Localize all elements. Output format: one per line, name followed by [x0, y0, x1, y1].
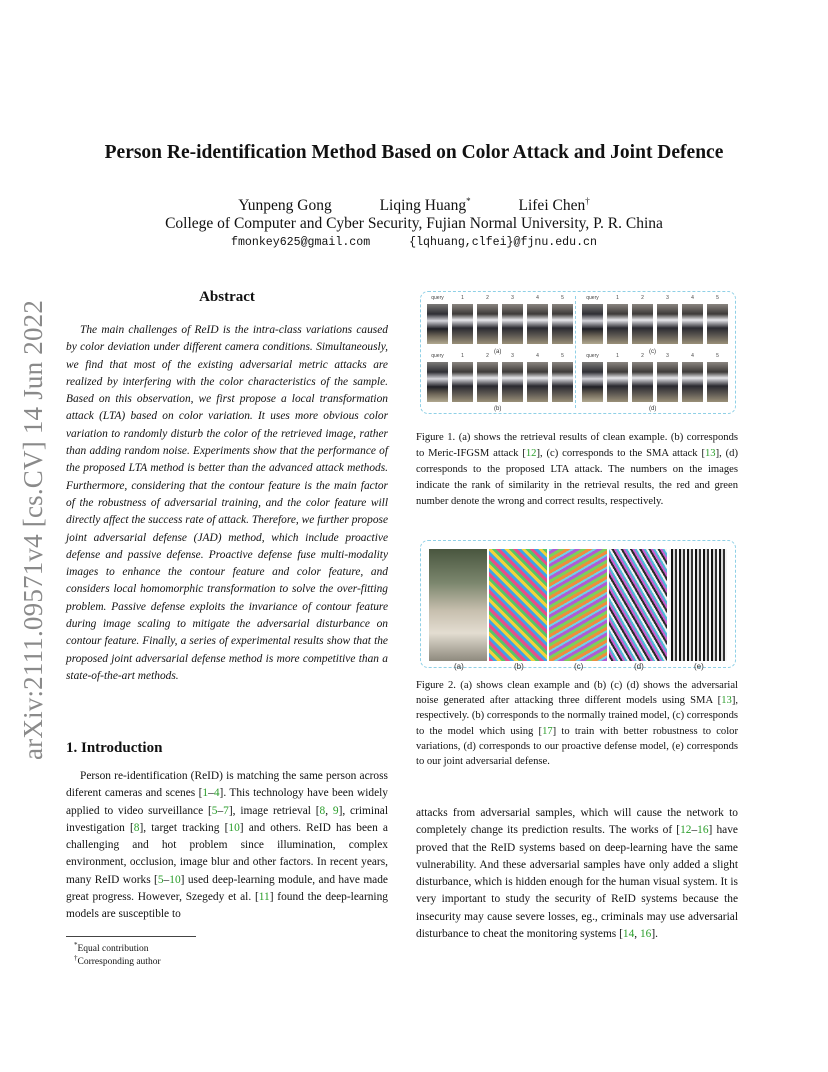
figure-1-caption: Figure 1. (a) shows the retrieval results of clean example. (b) corresponds to Meric-IFGSM attack [12], (c) corresponds to the SMA attack [13], (d) corresponds to the proposed LTA attack. The numbers on the images indicate the rank of similarity in the retrieval results, the red and green number denote the wrong and correct results, respectively. [416, 432, 738, 507]
figure-2-label-c: (c) [574, 662, 584, 671]
abstract-heading: Abstract [199, 289, 255, 305]
author-list [60, 196, 768, 215]
figure-2-label-d: (d) [634, 662, 644, 671]
footnote-rule [66, 936, 196, 937]
email-list [60, 236, 768, 249]
query-image: query [582, 304, 603, 344]
author-3: Lifei Chen† [518, 196, 590, 215]
figure-1-row-b [427, 353, 573, 402]
abstract-text: The main challenges of ReID is the intra-class variations caused by color deviation under different camera conditions. Simultaneously, we find that most of the existing adversarial metric attacks are realized by interfering with the color characteristics of the sample. Based on this observation, we first propose a local transformation attack (LTA) based on color variation. It uses more obvious color variation to randomly disturb the color of the retrieved image, rather than adding random noise. Experiments show that the performance of the proposed LTA method is better than the advanced attack methods. Furthermore, considering that the contour feature is the main factor of the robustness of adversarial training, and the color feature will directly affect the success rate of attack. Therefore, we further propose joint adversarial defense (JAD) method, which include proactive defense and passive defense. Proactive defense fuse multi-modality images to enhance the contour feature and color feature, and considers local homomorphic transformation to solve the over-fitting problem. Passive defense exploits the invariance of contour feature during image scaling to mitigate the adversarial disturbance on contour feature. Finally, a series of experimental results show that the proposed joint adversarial defense method is more competitive than a state-of-the-art methods. [66, 324, 388, 682]
figure-2-label-e: (e) [694, 662, 704, 671]
rank-image: 2 [632, 304, 653, 344]
clean-example-image [429, 549, 487, 661]
introduction-paragraph: Person re-identification (ReID) is matching the same person across diferent cameras and scenes [1–4]. This technology have been widely applied to video surveillance [5–7], image retrieval [8, 9], criminal investigation [8], target tracking [10] and others. ReID has been a challenging and hot problem since illumination, complex environment, occlusion, image blur and other factors. In recent years, many ReID works [5–10] used deep-learning module, and have made great progress. However, Szegedy et al. [11] found the deep-learning models are susceptible to [66, 770, 388, 921]
adversarial-noise-image-b [489, 549, 547, 661]
rank-image: 3 [657, 304, 678, 344]
footnote-2: †Corresponding author [74, 954, 161, 968]
figure-1-label-b: (b) [494, 406, 502, 412]
query-image: query [427, 362, 448, 402]
figure-1-row-c [582, 295, 728, 344]
rank-image: 4 [527, 362, 548, 402]
rank-image: 2 [632, 362, 653, 402]
figure-1-row-d [582, 353, 728, 402]
rank-image: 3 [502, 304, 523, 344]
email-2: {lqhuang,clfei}@fjnu.edu.cn [409, 236, 597, 249]
rank-image: 3 [657, 362, 678, 402]
affiliation: College of Computer and Cyber Security, Fujian Normal University, P. R. China [165, 215, 663, 232]
rank-image: 5 [552, 362, 573, 402]
figure-1-label-c: (c) [649, 349, 656, 355]
figure-1-label-a: (a) [494, 349, 502, 355]
figure-2-caption: Figure 2. (a) shows clean example and (b) (c) (d) shows the adversarial noise generated after attacking three different models using SMA [13], respectively. (b) corresponds to the normally trained model, (c) corresponds to the model which using [17] to train with better robustness to color variations, (d) corresponds to our proactive defense model, (e) corresponds to our joint adversarial defense. [416, 680, 738, 768]
adversarial-noise-image-d [609, 549, 667, 661]
rank-image: 5 [707, 362, 728, 402]
section-heading-introduction: 1. Introduction [66, 740, 163, 756]
footnote-1: *Equal contribution [74, 941, 149, 955]
query-image: query [427, 304, 448, 344]
figure-2-image [420, 540, 736, 668]
query-image: query [582, 362, 603, 402]
rank-image: 1 [452, 304, 473, 344]
paper-title: Person Re-identification Method Based on Color Attack and Joint Defence [104, 142, 724, 163]
email-1: fmonkey625@gmail.com [231, 236, 371, 249]
rank-image: 1 [452, 362, 473, 402]
rank-image: 4 [682, 304, 703, 344]
rank-image: 1 [607, 304, 628, 344]
rank-image: 5 [707, 304, 728, 344]
rank-image: 1 [607, 362, 628, 402]
rank-image: 2 [477, 304, 498, 344]
figure-2-label-a: (a) [454, 662, 464, 671]
rank-image: 5 [552, 304, 573, 344]
figure-1-label-d: (d) [649, 406, 657, 412]
adversarial-noise-image-c [549, 549, 607, 661]
author-1: Yunpeng Gong [238, 197, 332, 215]
adversarial-noise-image-e [669, 549, 727, 661]
rank-image: 4 [682, 362, 703, 402]
figure-1-row-a [427, 295, 573, 344]
arxiv-identifier: arXiv:2111.09571v4 [cs.CV] 14 Jun 2022 [18, 299, 48, 760]
right-column-paragraph: attacks from adversarial samples, which will cause the network to completely change its prediction results. The works of [12–16] have proved that the ReID systems based on deep-learning have the same vulnerability. And these adversarial samples have only added a slight disturbance, which is hidden enough for the human visual system. It is very important to study the security of ReID systems because the insecurity may cause severe losses, eg., criminals may use adversarial disturbance to cheat the monitoring systems [14, 16]. [416, 807, 738, 941]
rank-image: 4 [527, 304, 548, 344]
author-2: Liqing Huang* [379, 196, 471, 215]
rank-image: 2 [477, 362, 498, 402]
figure-2-label-b: (b) [514, 662, 524, 671]
rank-image: 3 [502, 362, 523, 402]
figure-1-divider [575, 296, 576, 408]
